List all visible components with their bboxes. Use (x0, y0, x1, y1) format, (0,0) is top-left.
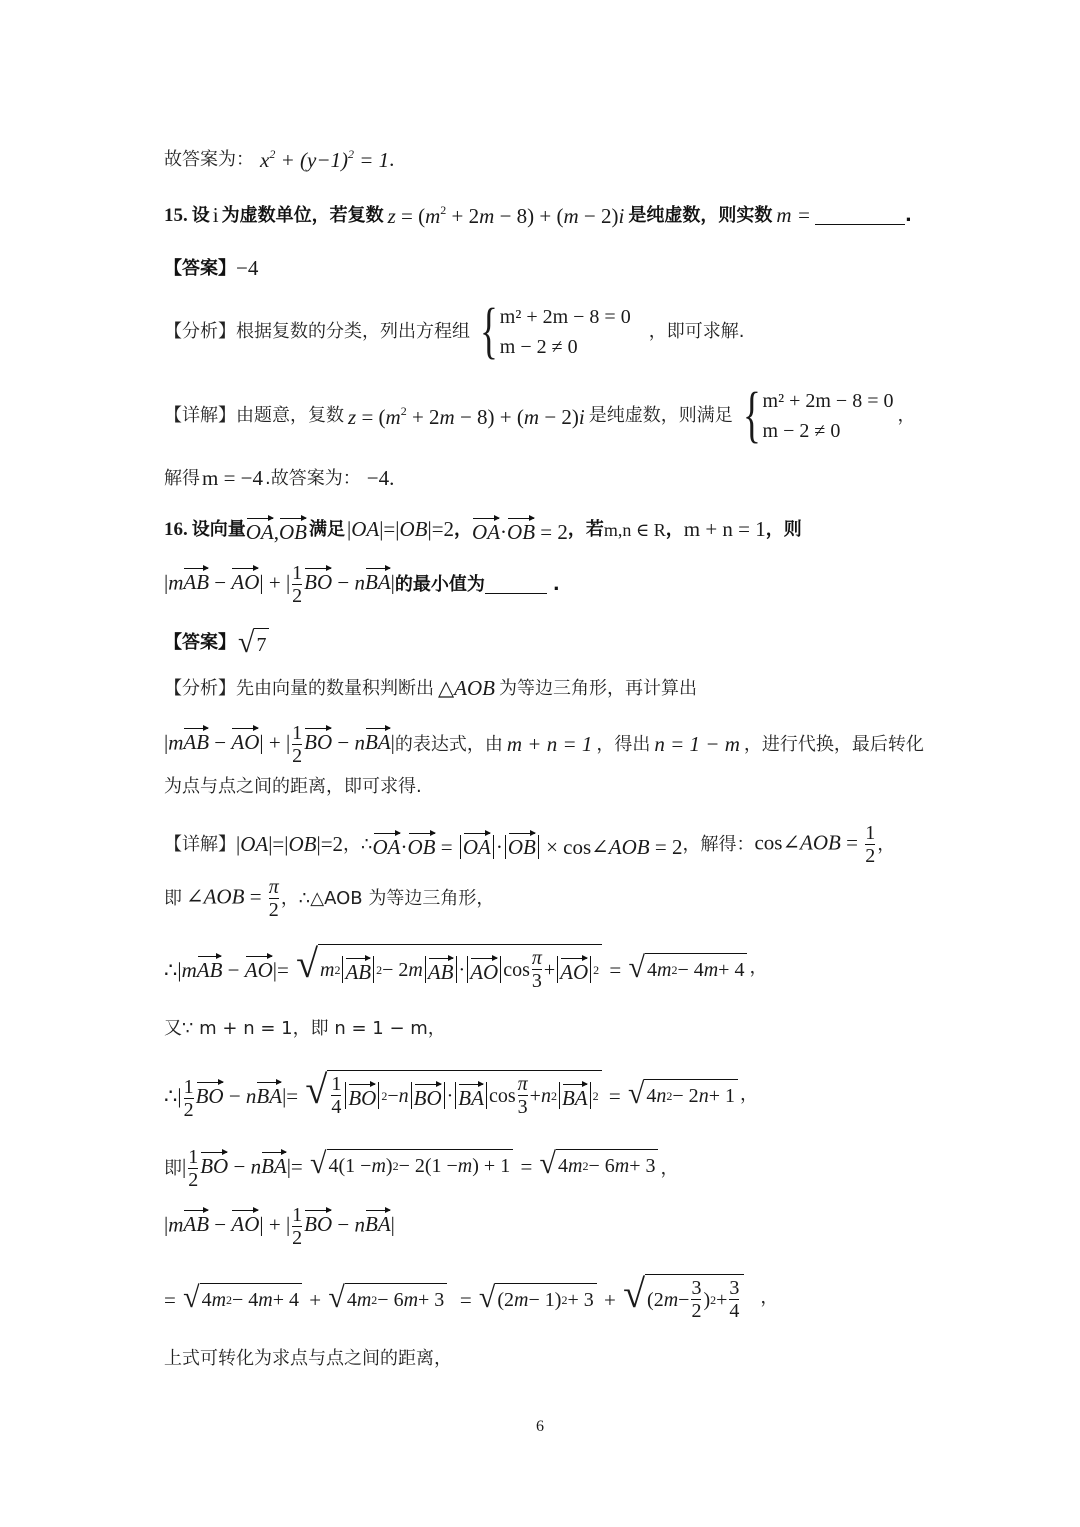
q16-analysis-line3 (164, 778, 422, 796)
detail-text: 又∵ m + n = 1，即 n = 1 − m， (164, 1018, 446, 1039)
equation-row: m − 2 ≠ 0 (499, 336, 578, 358)
detail-text: ， (739, 1084, 758, 1106)
q15-stem-text: 是纯虚数，则实数 (628, 204, 773, 226)
q16-stem-text: ，则 (765, 518, 802, 540)
answer-value: −4 (236, 256, 259, 280)
q15-answer-line (164, 258, 258, 279)
cos-result: cos∠AOB = $\frac{1}{2}$ (754, 822, 876, 867)
detail-text: ，∴ (343, 833, 373, 855)
answer-blank[interactable] (485, 575, 547, 594)
solve-value: −4 (366, 466, 390, 490)
detail-text: ， (760, 1287, 779, 1308)
q16-expression: |mAB − AO| + | $\frac{1}{2}$ BO − nBA| (164, 562, 395, 607)
q16-cond2: OA·OB = 2 (472, 516, 568, 543)
left-brace-icon: { (742, 381, 761, 449)
q16-detail-line7 (164, 1204, 395, 1249)
sum-expression: |mAB − AO| + | $\frac{1}{2}$ BO − nBA| (164, 1204, 395, 1249)
q16-stem-text: ，若 (567, 518, 604, 540)
equation-row: m² + 2m − 8 = 0 (762, 390, 894, 412)
q15-solve-line (164, 468, 394, 489)
q16-analysis-line1 (164, 678, 697, 699)
q16-stem-line1: 16. 设向量 OA,OB 满足 |OA|=|OB|=2 ， OA·OB = 2 ，若 m,n ∈ R ， m + n = 1 ，则 (164, 517, 802, 544)
norm-formula-2: ∴| $\frac{1}{2}$ BO − nBA|= √ $\frac{1}{4}$ BO 2 − n BO · BA cos $\frac{\pi}{3}$ + n 2 BA 2 = √ 4 n 2 − 2 n + 1 (164, 1070, 740, 1121)
answer-blank[interactable] (815, 206, 905, 225)
analysis-text: 为点与点之间的距离，即可求得. (164, 776, 422, 797)
q16-stem-text: 满足 (309, 518, 345, 540)
detail-text: ， (660, 1157, 679, 1179)
q15-end: . (904, 204, 912, 226)
norm-formula-1: ∴|mAB − AO|= √ m 2 AB 2 − 2 m AB · AO cos $\frac{\pi}{3}$ + AO 2 = √ 4 m 2 − 4 m + 4 (164, 944, 749, 992)
angle-formula: ∠AOB = $\frac{\pi}{2}$ (186, 876, 279, 921)
q15-variable: m = (776, 203, 811, 227)
q14-formula: $x^2 + (y-1)^2 = 1$ (260, 147, 390, 172)
q16-stem-text: ， (454, 518, 473, 540)
q14-suffix: . (389, 147, 395, 171)
detail-text: ，解得： (682, 833, 755, 855)
q16-cond3: m,n ∈ R (603, 519, 666, 540)
answer-label: 【答案】 (164, 632, 236, 653)
detail-text: 是纯虚数，则满足 (588, 405, 733, 426)
q16-detail-line2 (164, 876, 494, 921)
q16-stem-text: 的最小值为 (394, 573, 485, 595)
solve-formula: m = −4 (202, 466, 264, 490)
norm-formula-3: | $\frac{1}{2}$ BO − nBA|= √ 4(1 − m ) 2 − 2(1 − m ) + 1 = √ 4 m 2 − 6 m + 3 (182, 1146, 660, 1191)
analysis-text: 先由向量的数量积判断出 (236, 677, 434, 699)
q16-answer-line (164, 628, 271, 658)
q14-prefix: 故答案为： (164, 148, 254, 170)
equation-system (474, 297, 631, 365)
equation-row: m − 2 ≠ 0 (762, 420, 841, 442)
q14-answer-line (164, 148, 394, 171)
detail-text: .故答案为： (265, 467, 361, 489)
q16-detail-line8 (164, 1271, 779, 1322)
q15-stem-text: 为虚数单位，若复数 (221, 204, 384, 226)
sum-simplified: = √ 4 m 2 − 4 m + 4 + √ 4 m 2 − 6 m + 3 = √ (2 m − 1) 2 + 3 + √ (2 m − $\frac{3}{2}$ ) 2 + $\frac{3}{4}$ (164, 1274, 746, 1322)
q16-detail-line1 (164, 822, 895, 867)
q16-vectors: OA,OB (246, 516, 307, 543)
q16-stem-line2 (164, 562, 560, 607)
detail-cond: |OA|=|OB|=2 (236, 832, 344, 856)
analysis-text: 的表达式，由 (394, 733, 503, 755)
q16-cond1: |OA|=|OB|=2 (347, 517, 455, 541)
analysis-formula: n = 1 − m (654, 732, 740, 756)
detail-text: ， (877, 833, 896, 855)
detail-text: 由题意，复数 (236, 405, 344, 426)
q15-stem (164, 204, 912, 227)
detail-label: 【详解】 (164, 405, 236, 426)
q16-detail-line6: 即 | $\frac{1}{2}$ BO − nBA|= √ 4(1 − m ) 2 − 2(1 − m ) + 1 = √ 4 m 2 − 6 m + 3 ， (164, 1146, 679, 1191)
q16-stem-text: 设向量 (191, 518, 246, 540)
q16-detail-line9 (164, 1350, 452, 1368)
detail-text: ， (897, 405, 916, 426)
q16-detail-line4 (164, 1020, 446, 1038)
detail-text: 上式可转化为求点与点之间的距离， (164, 1348, 452, 1369)
analysis-text: 为等边三角形，再计算出 (498, 677, 697, 699)
analysis-formula: m + n = 1 (506, 732, 593, 756)
equation-system (737, 381, 894, 449)
q15-detail-formula: $z = (m^2 + 2m - 8) + (m - 2)i$ (348, 403, 585, 429)
detail-text: ，∴△AOB 为等边三角形， (280, 887, 495, 909)
q16-expression: |mAB − AO| + | $\frac{1}{2}$ BO − nBA| (164, 722, 395, 767)
answer-label: 【答案】 (164, 257, 236, 279)
page-number: 6 (536, 1418, 544, 1435)
analysis-text: ，得出 (596, 733, 651, 755)
analysis-text: 根据复数的分类，列出方程组 (236, 321, 470, 342)
detail-text: ， (749, 957, 768, 978)
q15-analysis-line (164, 297, 745, 365)
analysis-label: 【分析】 (164, 321, 236, 342)
detail-text: 即 (164, 887, 182, 909)
detail-text: . (389, 466, 395, 490)
analysis-label: 【分析】 (164, 677, 236, 699)
q16-detail-line3 (164, 941, 768, 992)
left-brace-icon: { (479, 297, 498, 365)
analysis-text: ，进行代换，最后转化 (743, 733, 924, 755)
imaginary-unit: i (212, 203, 219, 227)
equation-row: m² + 2m − 8 = 0 (499, 306, 631, 328)
q16-number: 16. (164, 519, 188, 540)
q15-stem-text: 设 (191, 204, 210, 226)
q16-analysis-line2 (164, 722, 924, 767)
sqrt-icon: √ 7 (238, 628, 269, 658)
q15-number: 15. (164, 205, 188, 226)
q15-detail-line (164, 381, 916, 449)
detail-text: 解得 (164, 467, 200, 489)
triangle-aob: △AOB (438, 676, 495, 700)
q16-end: . (552, 573, 560, 595)
detail-label: 【详解】 (164, 833, 236, 855)
q15-complex-formula: $z = (m^2 + 2m - 8) + (m - 2)i$ (387, 203, 625, 228)
dot-product-formula: OA·OB = OA · OB × cos∠AOB = 2 (373, 831, 683, 858)
analysis-text: ，即可求解. (648, 321, 745, 342)
q16-cond4: m + n = 1 (683, 517, 766, 541)
q16-detail-line5 (164, 1067, 758, 1121)
